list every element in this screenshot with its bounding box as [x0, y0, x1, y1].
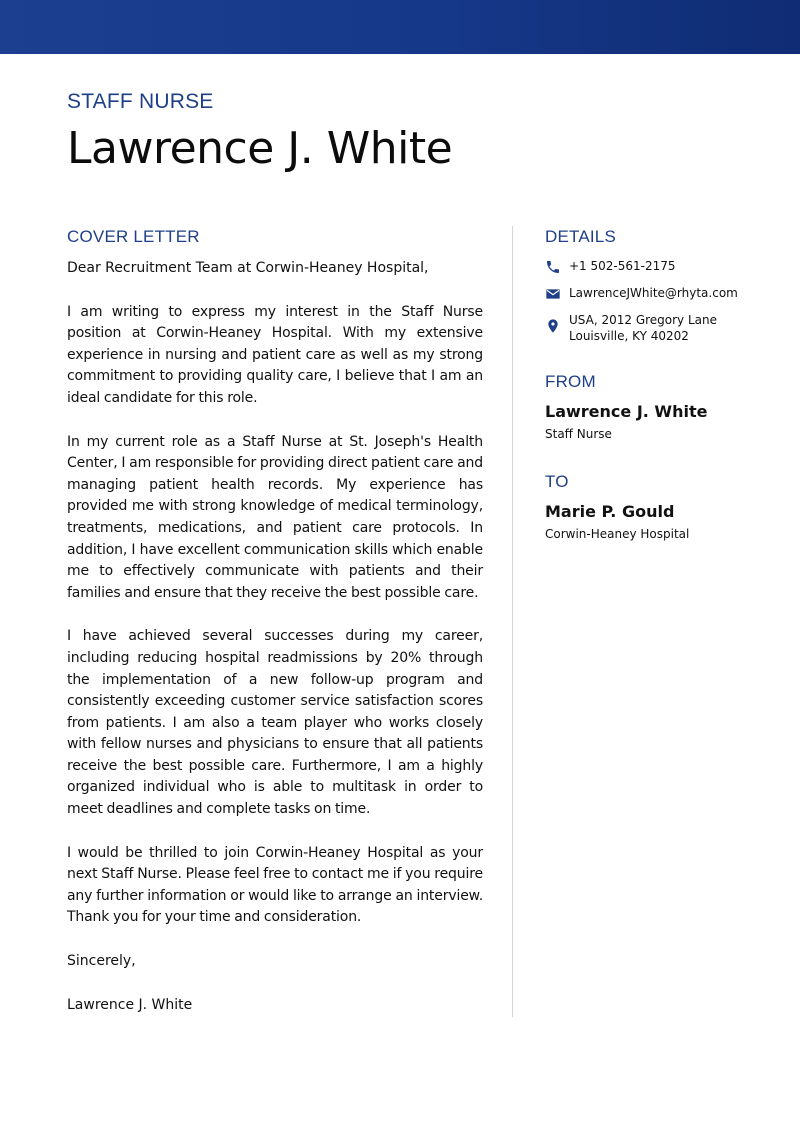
job-title: STAFF NURSE — [67, 90, 214, 113]
location-pin-icon — [545, 318, 561, 334]
address-row — [545, 312, 785, 344]
letter-closing: Sincerely, — [67, 953, 136, 970]
letter-paragraph: In my current role as a Staff Nurse at St. Joseph's Health Center, I am responsible for providing direct patient care and managing patient health records. My experience has provided me with strong knowledge of medical terminology, treatments, medications, and patient care protocols. In addition, I have excellent communication skills which enable me to effectively communicate with patients and their families and ensure that they receive the best possible care. — [67, 433, 483, 601]
recipient-name: Marie P. Gould — [545, 502, 675, 521]
sidebar — [545, 226, 785, 542]
phone-icon — [545, 259, 561, 275]
details-heading: DETAILS — [545, 227, 616, 246]
sender-title: Staff Nurse — [545, 427, 612, 441]
recipient-organization: Corwin-Heaney Hospital — [545, 527, 690, 541]
phone-row — [545, 258, 785, 275]
email-icon — [545, 286, 561, 302]
cover-letter-heading: COVER LETTER — [67, 227, 200, 246]
to-heading: TO — [545, 472, 569, 491]
address-line-2: Louisville, KY 40202 — [569, 329, 689, 343]
letter-greeting: Dear Recruitment Team at Corwin-Heaney Hospital, — [67, 260, 429, 276]
letter-paragraph: I am writing to express my interest in the Staff Nurse position at Corwin-Heaney Hospital. With my extensive experience in nursing and patient care as well as my strong commitment to providing quality care, I believe that I am an ideal candidate for this role. — [67, 303, 483, 406]
applicant-name: Lawrence J. White — [67, 123, 453, 174]
letter-signature: Lawrence J. White — [67, 996, 193, 1013]
sender-name: Lawrence J. White — [545, 402, 708, 421]
phone-number: +1 502-561-2175 — [569, 259, 676, 273]
letter-paragraph: I would be thrilled to join Corwin-Heaney Hospital as your next Staff Nurse. Please feel free to contact me if you require any further information or would like to arrange an interview. Thank you for your time and consideration. — [67, 844, 483, 926]
cover-letter-body — [67, 226, 483, 1016]
header-color-band — [0, 0, 800, 54]
email-row — [545, 285, 785, 302]
address-line-1: USA, 2012 Gregory Lane — [569, 313, 718, 327]
column-divider — [512, 226, 513, 1017]
from-heading: FROM — [545, 372, 596, 391]
to-block — [545, 471, 785, 542]
email-address: LawrenceJWhite@rhyta.com — [569, 286, 738, 300]
page-header — [67, 89, 452, 175]
address — [569, 312, 717, 344]
from-block — [545, 371, 785, 442]
letter-paragraph: I have achieved several successes during my career, including reducing hospital readmissions by 20% through the implementation of a new follow-up program and consistently exceeding customer service satisfaction scores from patients. I am also a team player who works closely with fellow nurses and physicians to ensure that all patients receive the best possible care. Furthermore, I am a highly organized individual who is able to multitask in order to meet deadlines and complete tasks on time. — [67, 628, 483, 818]
